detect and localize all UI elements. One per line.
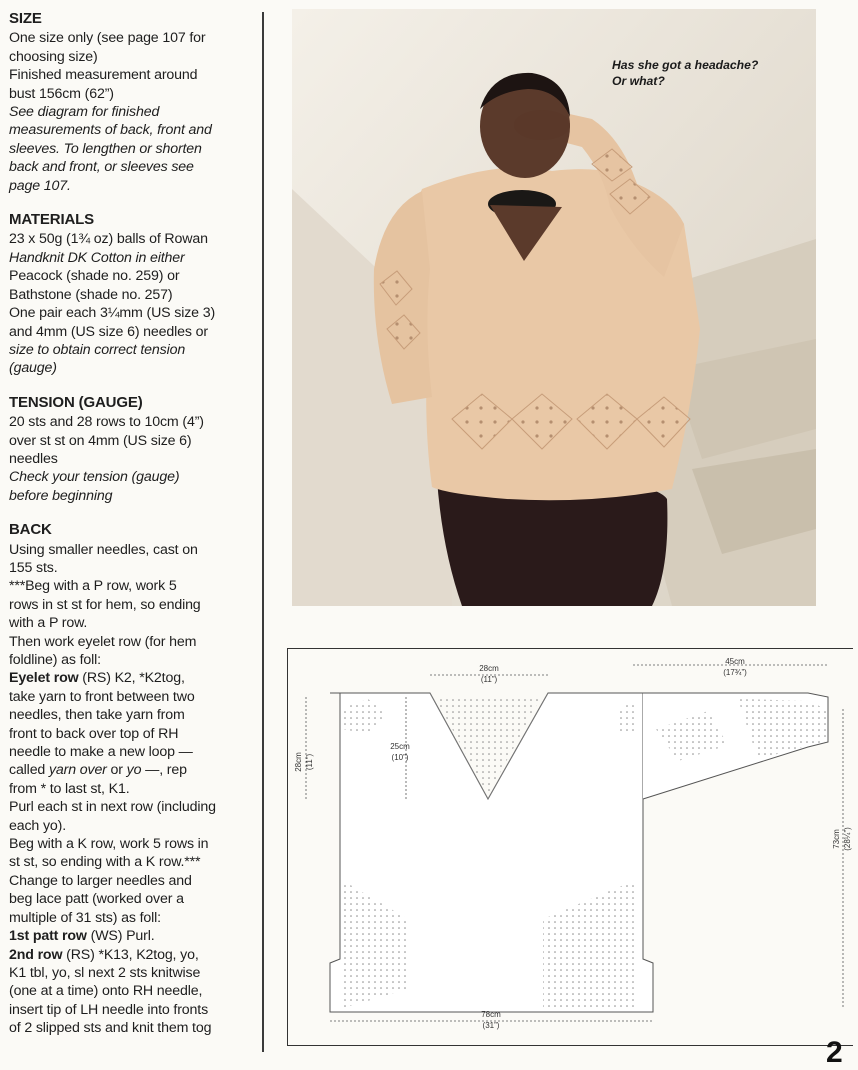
instruction-line: K1 tbl, yo, sl next 2 sts knitwise	[9, 964, 201, 981]
instruction-line: choosing size)	[9, 48, 98, 65]
instruction-line: rows in st st for hem, so ending	[9, 596, 201, 613]
instruction-line: Finished measurement around	[9, 67, 198, 84]
section-heading: TENSION (GAUGE)	[9, 393, 143, 411]
instruction-line: bust 156cm (62”)	[9, 85, 114, 102]
instruction-line: each yo).	[9, 817, 67, 834]
instruction-line: 1st patt row (WS) Purl.	[9, 928, 155, 945]
instruction-line: Handknit DK Cotton in either	[9, 249, 185, 266]
instruction-line: beg lace patt (worked over a	[9, 891, 184, 908]
instruction-line: One pair each 3¼mm (US size 3)	[9, 305, 216, 322]
instruction-line: sleeves. To lengthen or shorten	[9, 140, 202, 157]
sleeve-length-cm: 45cm	[725, 657, 745, 666]
section-tension	[9, 394, 257, 505]
instruction-line: foldline) as foll:	[9, 652, 101, 668]
instruction-line: from * to last st, K1.	[9, 780, 130, 797]
instruction-line: st st, so ending with a K row.***	[9, 854, 201, 871]
instruction-line: front to back over top of RH	[9, 725, 179, 742]
neck-width-cm: 28cm	[479, 664, 499, 673]
pattern-instructions	[9, 10, 257, 1054]
instruction-line: (gauge)	[9, 360, 57, 377]
instruction-line: (one at a time) onto RH needle,	[9, 983, 203, 1000]
instruction-line: 23 x 50g (1¾ oz) balls of Rowan	[9, 231, 208, 248]
page-number: 2	[826, 1036, 843, 1069]
instruction-line: Bathstone (shade no. 257)	[9, 286, 173, 303]
instruction-line: needles	[9, 450, 58, 467]
instruction-line: ***Beg with a P row, work 5	[9, 578, 177, 595]
section-heading: SIZE	[9, 10, 42, 27]
caption-line-2: Or what?	[612, 74, 665, 88]
armhole-depth-in: (11”)	[305, 753, 314, 771]
instruction-line: Check your tension (gauge)	[9, 469, 180, 486]
instruction-line: 2nd row (RS) *K13, K2tog, yo,	[9, 946, 199, 963]
instruction-line: page 107.	[9, 177, 71, 194]
section-materials	[9, 211, 257, 378]
total-length-cm: 73cm	[832, 829, 841, 849]
instruction-line: Beg with a K row, work 5 rows in	[9, 836, 209, 853]
instruction-line: over st st on 4mm (US size 6)	[9, 432, 192, 449]
instruction-line: called yarn over or yo —, rep	[9, 762, 187, 779]
instruction-line: with a P row.	[9, 615, 88, 632]
instruction-line: of 2 slipped sts and knit them tog	[9, 1020, 212, 1037]
instruction-line: 155 sts.	[9, 559, 58, 576]
instruction-line: and 4mm (US size 6) needles or	[9, 323, 208, 340]
instruction-line: size to obtain correct tension	[9, 341, 186, 358]
instruction-line: insert tip of LH needle into fronts	[9, 1001, 209, 1018]
section-size	[9, 10, 257, 195]
neck-width-in: (11”)	[480, 675, 498, 684]
neck-depth-cm: 25cm	[390, 742, 410, 751]
sweater-photo-illustration	[292, 9, 816, 606]
neck-depth-in: (10”)	[391, 753, 409, 762]
armhole-depth-cm: 28cm	[294, 752, 303, 772]
sweater-schematic	[288, 649, 854, 1047]
photo-caption	[612, 57, 758, 89]
instruction-line: Purl each st in next row (including	[9, 799, 216, 816]
section-heading: MATERIALS	[9, 211, 95, 229]
instruction-line: take yarn to front between two	[9, 688, 195, 705]
total-length-in: (28¼”)	[843, 827, 852, 851]
measurement-diagram	[287, 648, 853, 1046]
instruction-line: Then work eyelet row (for hem	[9, 633, 197, 650]
instruction-line: before beginning	[9, 487, 113, 504]
instruction-line: multiple of 31 sts) as foll:	[9, 909, 161, 926]
instruction-line: Using smaller needles, cast on	[9, 541, 198, 558]
instruction-line: One size only (see page 107 for	[9, 30, 206, 47]
instruction-line: Eyelet row (RS) K2, *K2tog,	[9, 670, 185, 687]
caption-line-1: Has she got a headache?	[612, 58, 759, 72]
instruction-line: needles, then take yarn from	[9, 707, 185, 724]
sleeve-length-in: (17¾”)	[723, 668, 747, 677]
instruction-line: Change to larger needles and	[9, 872, 192, 889]
instruction-line: needle to make a new loop —	[9, 744, 193, 761]
body-width-in: (31”)	[482, 1021, 500, 1030]
instruction-line: back and front, or sleeves see	[9, 159, 194, 176]
body-width-cm: 78cm	[481, 1010, 501, 1019]
instruction-line: Peacock (shade no. 259) or	[9, 268, 180, 285]
column-divider	[262, 12, 264, 1052]
instruction-line: See diagram for finished	[9, 104, 160, 121]
section-heading: BACK	[9, 521, 52, 539]
instruction-line: 20 sts and 28 rows to 10cm (4”)	[9, 414, 204, 431]
instruction-line: measurements of back, front and	[9, 122, 212, 139]
section-back	[9, 521, 257, 1037]
model-photo	[292, 9, 816, 606]
